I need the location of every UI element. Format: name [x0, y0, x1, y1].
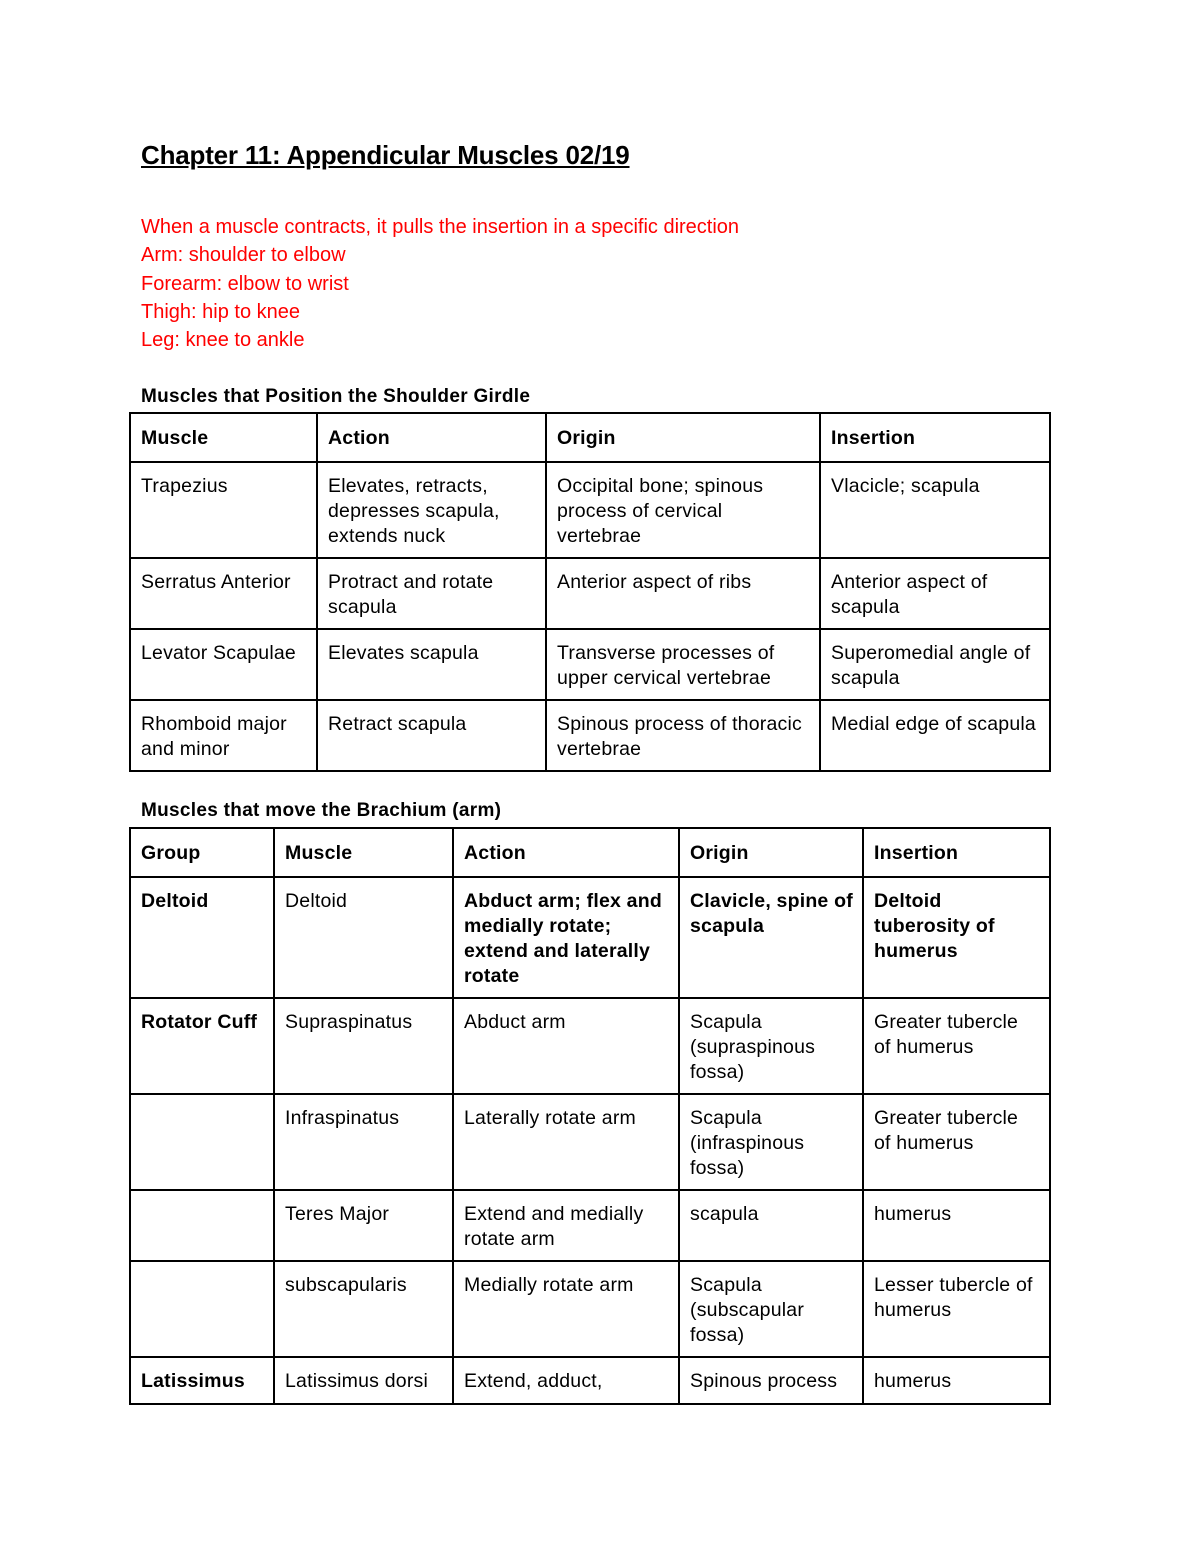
table-cell: Levator Scapulae: [130, 629, 317, 700]
table-cell: Protract and rotate scapula: [317, 558, 546, 629]
group-cell: [130, 1190, 274, 1261]
table-cell: Deltoid tuberosity of humerus: [863, 877, 1050, 998]
table-cell: Spinous process of thoracic vertebrae: [546, 700, 820, 771]
table-cell: Scapula (subscapular fossa): [679, 1261, 863, 1357]
group-cell: Latissimus: [130, 1357, 274, 1404]
note-line: Arm: shoulder to elbow: [141, 244, 346, 267]
table-cell: Serratus Anterior: [130, 558, 317, 629]
group-cell: [130, 1094, 274, 1190]
table-cell: Medial edge of scapula: [820, 700, 1050, 771]
table-cell: Occipital bone; spinous process of cervical vertebrae: [546, 462, 820, 558]
table-cell: Transverse processes of upper cervical vertebrae: [546, 629, 820, 700]
notes-block: [141, 213, 739, 354]
table-cell: Deltoid: [274, 877, 453, 998]
group-cell: Rotator Cuff: [130, 998, 274, 1094]
table-cell: humerus: [863, 1357, 1050, 1404]
note-line: Leg: knee to ankle: [141, 329, 305, 352]
column-header: Origin: [546, 413, 820, 462]
brachium-table: [129, 827, 1051, 1405]
table-row: [130, 558, 1050, 629]
table-cell: Superomedial angle of scapula: [820, 629, 1050, 700]
table-row: [130, 1261, 1050, 1357]
table-cell: Rhomboid major and minor: [130, 700, 317, 771]
table-row: [130, 1357, 1050, 1404]
column-header: Insertion: [820, 413, 1050, 462]
shoulder-girdle-table: [129, 412, 1051, 772]
brachium-heading: Muscles that move the Brachium (arm): [141, 800, 502, 821]
table-cell: Teres Major: [274, 1190, 453, 1261]
table-cell: Retract scapula: [317, 700, 546, 771]
column-header: Action: [453, 828, 679, 877]
column-header: Muscle: [274, 828, 453, 877]
table-header-row: [130, 828, 1050, 877]
table-cell: Abduct arm; flex and medially rotate; extend and laterally rotate: [453, 877, 679, 998]
column-header: Action: [317, 413, 546, 462]
table-row: [130, 1190, 1050, 1261]
table-cell: subscapularis: [274, 1261, 453, 1357]
group-cell: Deltoid: [130, 877, 274, 998]
table-cell: Lesser tubercle of humerus: [863, 1261, 1050, 1357]
table-row: [130, 1094, 1050, 1190]
table-cell: Supraspinatus: [274, 998, 453, 1094]
table-header-row: [130, 413, 1050, 462]
column-header: Group: [130, 828, 274, 877]
shoulder-girdle-heading: Muscles that Position the Shoulder Girdle: [141, 386, 531, 407]
table-cell: Anterior aspect of scapula: [820, 558, 1050, 629]
table-cell: Greater tubercle of humerus: [863, 1094, 1050, 1190]
note-line: Forearm: elbow to wrist: [141, 272, 349, 295]
table-cell: Abduct arm: [453, 998, 679, 1094]
note-line: When a muscle contracts, it pulls the insertion in a specific direction: [141, 216, 740, 238]
table-cell: Elevates, retracts, depresses scapula, extends nuck: [317, 462, 546, 558]
table-cell: Latissimus dorsi: [274, 1357, 453, 1404]
table-cell: humerus: [863, 1190, 1050, 1261]
column-header: Origin: [679, 828, 863, 877]
table-cell: Infraspinatus: [274, 1094, 453, 1190]
table-row: [130, 629, 1050, 700]
table-cell: Elevates scapula: [317, 629, 546, 700]
note-line: Thigh: hip to knee: [141, 300, 300, 323]
table-cell: Greater tubercle of humerus: [863, 998, 1050, 1094]
group-cell: [130, 1261, 274, 1357]
table-cell: scapula: [679, 1190, 863, 1261]
column-header: Insertion: [863, 828, 1050, 877]
table-cell: Anterior aspect of ribs: [546, 558, 820, 629]
table-cell: Scapula (infraspinous fossa): [679, 1094, 863, 1190]
table-cell: Clavicle, spine of scapula: [679, 877, 863, 998]
table-row: [130, 877, 1050, 998]
table-cell: Extend and medially rotate arm: [453, 1190, 679, 1261]
table-cell: Spinous process: [679, 1357, 863, 1404]
table-cell: Trapezius: [130, 462, 317, 558]
table-row: [130, 462, 1050, 558]
table-row: [130, 700, 1050, 771]
table-cell: Laterally rotate arm: [453, 1094, 679, 1190]
table-row: [130, 998, 1050, 1094]
page-title: Chapter 11: Appendicular Muscles 02/19: [141, 140, 630, 170]
column-header: Muscle: [130, 413, 317, 462]
table-cell: Extend, adduct,: [453, 1357, 679, 1404]
table-cell: Vlacicle; scapula: [820, 462, 1050, 558]
table-cell: Medially rotate arm: [453, 1261, 679, 1357]
table-cell: Scapula (supraspinous fossa): [679, 998, 863, 1094]
